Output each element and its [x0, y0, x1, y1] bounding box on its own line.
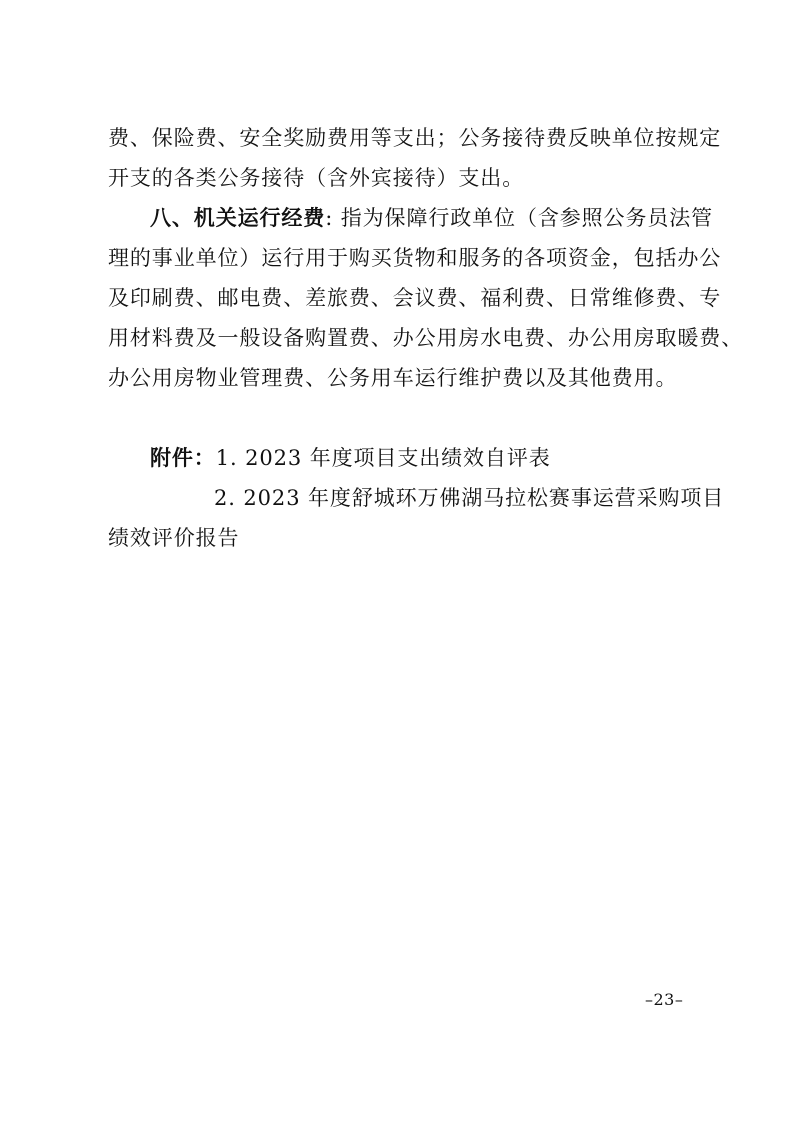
section-heading: 八、机关运行经费	[150, 206, 326, 230]
attachments-line	[150, 441, 698, 475]
paragraph-text: : 指为保障行政单位（含参照公务员法管	[325, 206, 714, 230]
paragraph-line: 用材料费及一般设备购置费、办公用房水电费、办公用房取暖费、	[108, 326, 744, 350]
attachment-item-continuation: 绩效评价报告	[108, 526, 240, 550]
paragraph-line	[150, 201, 714, 235]
attachment-item: 1. 2023 年度项目支出绩效自评表	[215, 446, 551, 470]
paragraph-line: 理的事业单位）运行用于购买货物和服务的各项资金，包括办公	[108, 246, 722, 270]
paragraph-line: 开支的各类公务接待（含外宾接待）支出。	[108, 166, 525, 190]
paragraph-line: 及印刷费、邮电费、差旅费、会议费、福利费、日常维修费、专	[108, 286, 722, 310]
attachment-item: 2. 2023 年度舒城环万佛湖马拉松赛事运营采购项目	[214, 486, 725, 510]
attachments-label: 附件：	[150, 446, 216, 470]
paragraph-line: 费、保险费、安全奖励费用等支出；公务接待费反映单位按规定	[108, 126, 722, 150]
paragraph-line: 办公用房物业管理费、公务用车运行维护费以及其他费用。	[108, 366, 678, 390]
page-number: –23–	[645, 990, 684, 1009]
